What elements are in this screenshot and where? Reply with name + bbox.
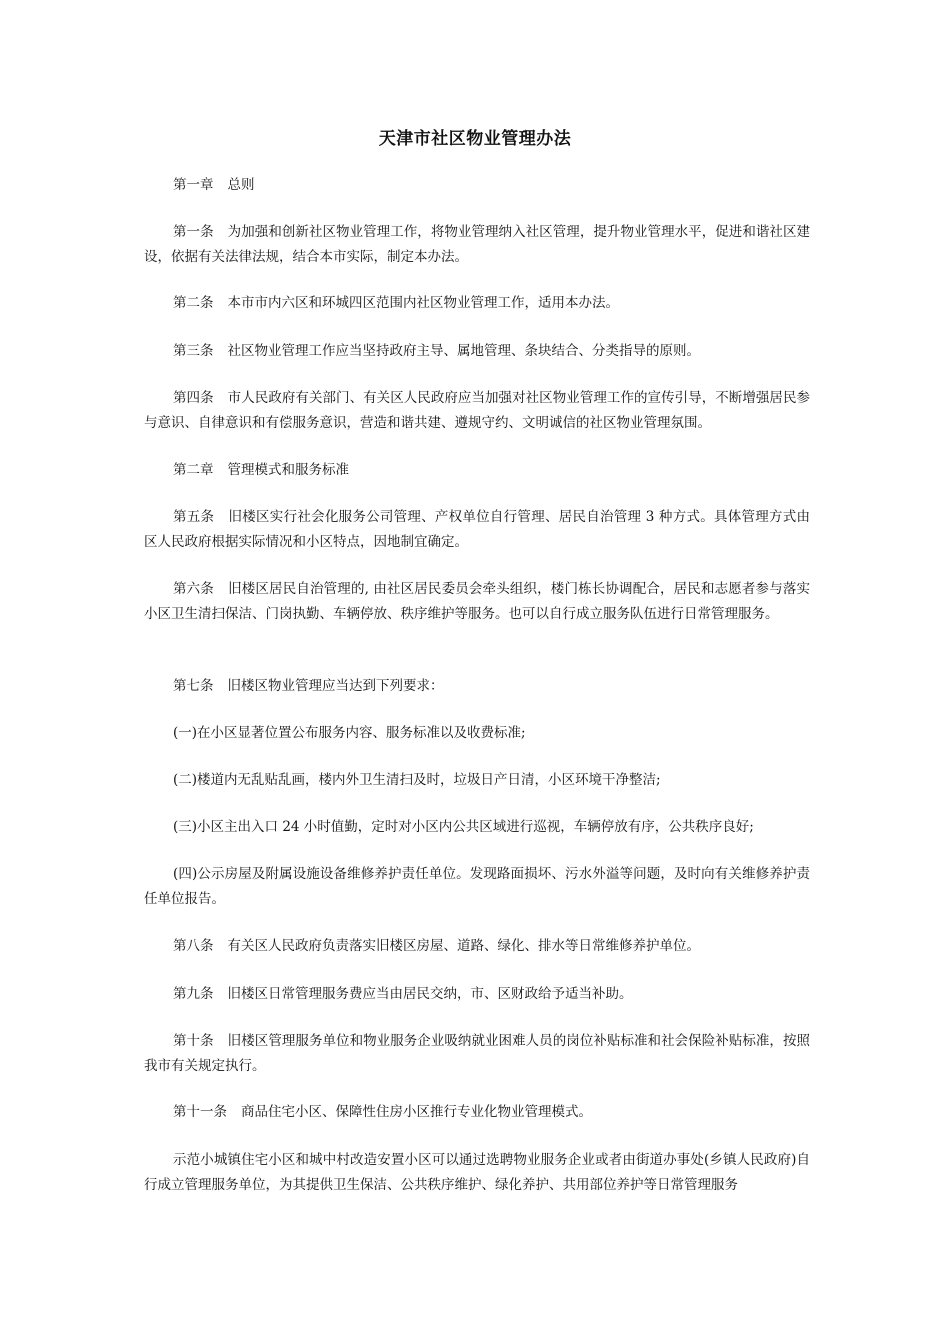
paragraph-text: 旧楼区管理服务单位和物业服务企业吸纳就业困难人员的岗位补贴标准和社会保险补贴标准，按照我市有关规定执行。 <box>144 1033 811 1074</box>
paragraph-text: 为加强和创新社区物业管理工作，将物业管理纳入社区管理，提升物业管理水平，促进和谐社区建设，依据有关法律法规，结合本市实际，制定本办法。 <box>144 224 811 265</box>
paragraph-label: 第三条 <box>173 343 214 359</box>
paragraph-text: 社区物业管理工作应当坚持政府主导、属地管理、条块结合、分类指导的原则。 <box>227 343 700 359</box>
paragraph-text: 有关区人民政府负责落实旧楼区房屋、道路、绿化、排水等日常维修养护单位。 <box>227 938 700 954</box>
article-paragraph <box>144 1029 810 1079</box>
paragraph-text: 旧楼区物业管理应当达到下列要求： <box>227 678 444 694</box>
chapter-heading <box>144 458 810 483</box>
paragraph-label: 第七条 <box>173 678 214 694</box>
paragraph-text: 旧楼区实行社会化服务公司管理、产权单位自行管理、居民自治管理 3 种方式。具体管理方式由区人民政府根据实际情况和小区特点，因地制宜确定。 <box>144 509 811 550</box>
document-title: 天津市社区物业管理办法 <box>378 129 572 149</box>
list-item <box>144 862 810 912</box>
paragraph-label: 第四条 <box>173 390 214 406</box>
article-paragraph <box>144 934 810 959</box>
paragraph-label: 第十一条 <box>173 1104 227 1120</box>
paragraph-text: 市人民政府有关部门、有关区人民政府应当加强对社区物业管理工作的宣传引导，不断增强居民参与意识、自律意识和有偿服务意识，营造和谐共建、遵规守约、文明诚信的社区物业管理氛围。 <box>144 390 811 431</box>
paragraph-label: 第二条 <box>173 295 214 311</box>
paragraph-label: 第九条 <box>173 986 214 1002</box>
paragraph-label: 第一章 <box>173 177 214 193</box>
article-paragraph <box>144 220 810 270</box>
list-item <box>144 721 810 746</box>
article-paragraph <box>144 505 810 555</box>
article-paragraph <box>144 674 810 699</box>
paragraph-text: 管理模式和服务标准 <box>227 462 349 478</box>
article-paragraph <box>144 291 810 316</box>
paragraph-text: (四)公示房屋及附属设施设备维修养护责任单位。发现路面损坏、污水外溢等问题，及时向有关维修养护责任单位报告。 <box>144 866 810 907</box>
paragraph-text: (二)楼道内无乱贴乱画，楼内外卫生清扫及时，垃圾日产日清，小区环境干净整洁; <box>173 772 661 788</box>
paragraph-label: 第二章 <box>173 462 214 478</box>
paragraph-text: 本市市内六区和环城四区范围内社区物业管理工作，适用本办法。 <box>227 295 619 311</box>
paragraph-label: 第一条 <box>173 224 214 240</box>
article-paragraph <box>144 577 810 627</box>
paragraph-text: 旧楼区居民自治管理的, 由社区居民委员会牵头组织，楼门栋长协调配合，居民和志愿者参与落实小区卫生清扫保洁、门岗执勤、车辆停放、秩序维护等服务。也可以自行成立服务队伍进行日常管理服务。 <box>144 581 810 622</box>
paragraph-text: (一)在小区显著位置公布服务内容、服务标准以及收费标准; <box>173 725 526 741</box>
paragraph-text: 总则 <box>227 177 255 193</box>
article-paragraph <box>144 982 810 1007</box>
list-item <box>144 768 810 793</box>
article-paragraph <box>144 386 810 436</box>
paragraph-text: 示范小城镇住宅小区和城中村改造安置小区可以通过选聘物业服务企业或者由街道办事处(乡镇人民政府)自行成立管理服务单位，为其提供卫生保洁、公共秩序维护、绿化养护、共用部位养护等日常管理服务 <box>144 1152 810 1193</box>
paragraph-text: 商品住宅小区、保障性住房小区推行专业化物业管理模式。 <box>241 1104 592 1120</box>
chapter-heading <box>144 173 810 198</box>
paragraph-text: (三)小区主出入口 24 小时值勤，定时对小区内公共区域进行巡视，车辆停放有序，公共秩序良好; <box>173 819 754 835</box>
body-paragraph <box>144 1148 810 1198</box>
article-paragraph <box>144 339 810 364</box>
paragraph-label: 第八条 <box>173 938 214 954</box>
paragraph-label: 第五条 <box>173 509 215 525</box>
article-paragraph <box>144 1100 810 1125</box>
paragraph-label: 第六条 <box>173 581 214 597</box>
paragraph-label: 第十条 <box>173 1033 214 1049</box>
paragraph-text: 旧楼区日常管理服务费应当由居民交纳，市、区财政给予适当补助。 <box>227 986 633 1002</box>
list-item <box>144 815 810 840</box>
